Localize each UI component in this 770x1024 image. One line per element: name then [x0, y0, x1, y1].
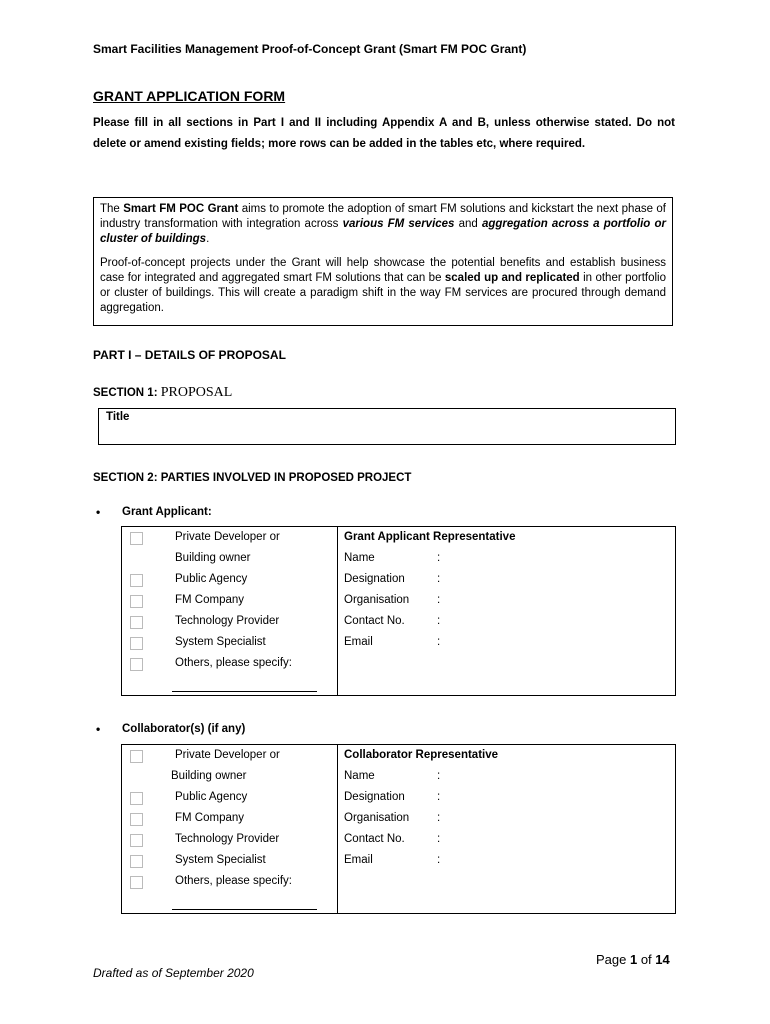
field-organisation-label: Organisation [344, 594, 410, 606]
checkbox-private-developer[interactable] [130, 750, 143, 763]
page-current: 1 [629, 952, 638, 967]
section1-heading [93, 385, 232, 401]
option-label: Technology Provider [175, 615, 280, 627]
checkbox-public-agency[interactable] [130, 574, 143, 587]
info-paragraph-2 [100, 256, 666, 316]
field-designation-label: Designation [344, 573, 405, 585]
of-word: of [637, 952, 656, 967]
checkbox-fm-company[interactable] [130, 813, 143, 826]
field-name-label: Name [344, 552, 375, 564]
colon: : [437, 594, 441, 606]
option-label: System Specialist [175, 854, 266, 866]
applicant-table [121, 526, 676, 696]
drafted-note: Drafted as of September 2020 [93, 966, 254, 980]
page-total: 14 [655, 952, 670, 967]
rep-heading: Collaborator Representative [344, 749, 499, 761]
info-box [93, 197, 673, 326]
collaborator-heading-label: Collaborator(s) (if any) [122, 723, 246, 735]
info-text: . [206, 233, 210, 245]
checkbox-technology-provider[interactable] [130, 834, 143, 847]
colon: : [437, 636, 441, 648]
checkbox-fm-company[interactable] [130, 595, 143, 608]
others-specify-line[interactable] [172, 909, 317, 910]
info-text: aims to promote the adoption of smart FM solutions and kickstart the next phase of industry transformation with integration across [100, 203, 666, 230]
checkbox-others[interactable] [130, 876, 143, 889]
option-label: Others, please specify: [175, 657, 292, 669]
field-designation-label: Designation [344, 791, 405, 803]
table-divider [337, 527, 338, 695]
info-text: Proof-of-concept projects under the Grant will help showcase the potential benefits and establish business case for integrated and aggregated smart FM solutions that can be [100, 257, 666, 284]
checkbox-technology-provider[interactable] [130, 616, 143, 629]
option-label: Public Agency [175, 791, 248, 803]
option-label: Others, please specify: [175, 875, 292, 887]
colon: : [437, 615, 441, 627]
title-field[interactable] [98, 408, 676, 445]
bullet-icon: • [96, 722, 101, 736]
option-label: Technology Provider [175, 833, 280, 845]
collaborator-table [121, 744, 676, 914]
instructions: Please fill in all sections in Part I and II including Appendix A and B, unless otherwise stated. Do not delete or amend existing fields; more rows can be added in the tables etc, where required. [93, 117, 675, 150]
part1-heading: PART I – DETAILS OF PROPOSAL [93, 348, 286, 362]
checkbox-system-specialist[interactable] [130, 637, 143, 650]
field-email-label: Email [344, 854, 373, 866]
colon: : [437, 833, 441, 845]
checkbox-public-agency[interactable] [130, 792, 143, 805]
table-divider [337, 745, 338, 913]
section1-name: PROPOSAL [160, 385, 233, 400]
rep-heading: Grant Applicant Representative [344, 531, 516, 543]
colon: : [437, 791, 441, 803]
info-text: in other portfolio or cluster of buildings. This will create a paradigm shift in the way FM services are procured through demand aggregation. [100, 272, 666, 314]
option-label: Public Agency [175, 573, 248, 585]
section1-label: SECTION 1: [93, 387, 158, 399]
info-text-bold: scaled up and replicated [444, 272, 580, 284]
info-text: and [454, 218, 482, 230]
checkbox-system-specialist[interactable] [130, 855, 143, 868]
page-number [596, 952, 670, 967]
option-label: Building owner [175, 552, 251, 564]
field-email-label: Email [344, 636, 373, 648]
option-label: FM Company [175, 812, 245, 824]
option-label: Private Developer or [175, 531, 280, 543]
colon: : [437, 854, 441, 866]
bullet-icon: • [96, 505, 101, 519]
section2-heading: SECTION 2: PARTIES INVOLVED IN PROPOSED PROJECT [93, 472, 412, 484]
info-text-bold-italic: various FM services [342, 218, 455, 230]
colon: : [437, 770, 441, 782]
page-word: Page [596, 952, 630, 967]
info-paragraph-1 [100, 202, 666, 247]
collaborator-heading [96, 722, 246, 736]
applicant-heading-label: Grant Applicant: [122, 506, 212, 518]
option-label: Private Developer or [175, 749, 280, 761]
checkbox-private-developer[interactable] [130, 532, 143, 545]
document-header: Smart Facilities Management Proof-of-Concept Grant (Smart FM POC Grant) [93, 42, 527, 56]
field-contact-label: Contact No. [344, 615, 405, 627]
field-name-label: Name [344, 770, 375, 782]
colon: : [437, 573, 441, 585]
applicant-heading [96, 505, 212, 519]
field-contact-label: Contact No. [344, 833, 405, 845]
form-title: GRANT APPLICATION FORM [93, 88, 286, 104]
info-text: The [100, 203, 124, 215]
title-label: Title [106, 411, 130, 423]
info-text-bold: Smart FM POC Grant [123, 203, 239, 215]
option-label: Building owner [171, 770, 247, 782]
option-label: FM Company [175, 594, 245, 606]
option-label: System Specialist [175, 636, 266, 648]
colon: : [437, 812, 441, 824]
others-specify-line[interactable] [172, 691, 317, 692]
info-text-bold-italic: aggregation across a portfolio or cluster of buildings [100, 218, 666, 245]
field-organisation-label: Organisation [344, 812, 410, 824]
checkbox-others[interactable] [130, 658, 143, 671]
colon: : [437, 552, 441, 564]
